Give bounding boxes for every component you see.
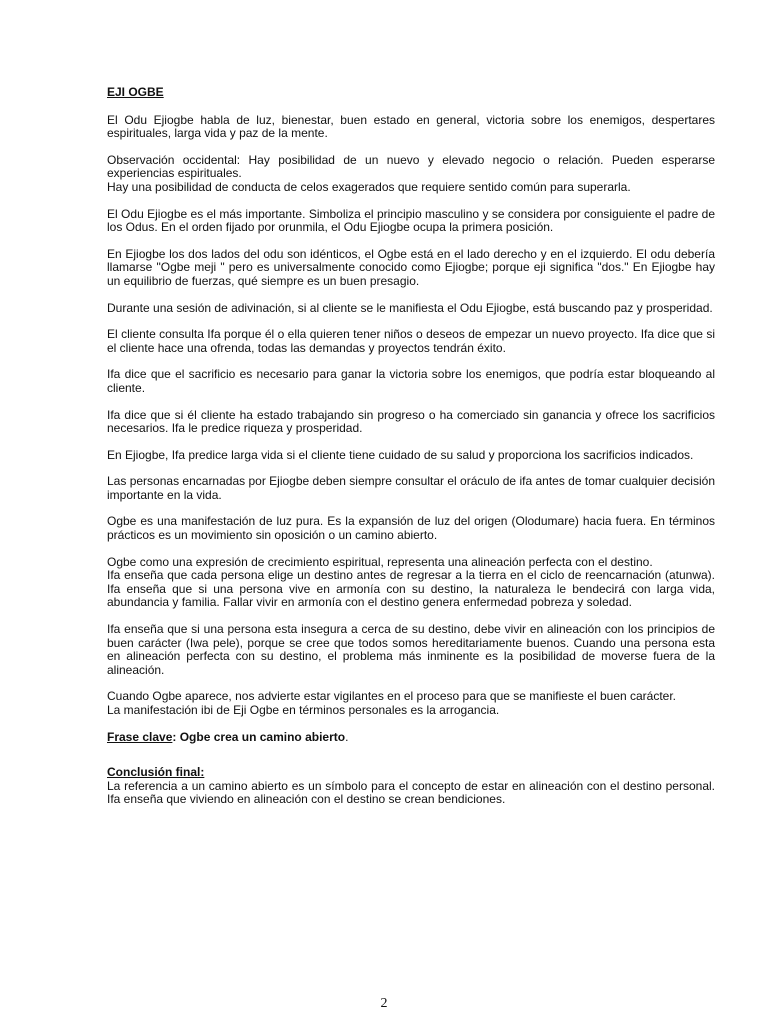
paragraph-destiny: Ifa enseña que cada persona elige un destino antes de regresar a la tierra en el ciclo de reencarnación (atunwa). Ifa enseña que si una persona vive en armonía con su destino, la naturaleza le bendecirá con larga vida, abundancia y familia. Fallar vivir en armonía con el destino genera enfermedad pobreza y soledad. — [107, 568, 715, 610]
document-title: EJI OGBE — [107, 85, 164, 99]
paragraph-sides: En Ejiogbe los dos lados del odu son idénticos, el Ogbe está en el lado derecho y en el izquierdo. El odu debería llamarse "Ogbe meji " pero es universalmente conocido como Ejiogbe; porque eji significa "dos." En Ejiogbe hay un equilibrio de fuerzas, qué siempre es un buen presagio. — [107, 246, 715, 288]
paragraph-oracle: Las personas encarnadas por Ejiogbe deben siempre consultar el oráculo de ifa antes de tomar cualquier decisión importante en la vida. — [107, 474, 715, 502]
paragraph-sacrifice: Ifa dice que el sacrificio es necesario para ganar la victoria sobre los enemigos, que podría estar bloqueando al cliente. — [107, 367, 715, 395]
document-body — [107, 86, 715, 820]
paragraph-divination: Durante una sesión de adivinación, si al cliente se le manifiesta el Odu Ejiogbe, está buscando paz y prosperidad. — [107, 300, 713, 315]
page-number: 2 — [380, 996, 388, 1011]
key-phrase — [107, 731, 715, 745]
paragraph-pure-light: Ogbe es una manifestación de luz pura. Es la expansión de luz del origen (Olodumare) hacia fuera. En términos prácticos es un movimiento sin oposición o un camino abierto. — [107, 514, 715, 543]
paragraph-character: Ifa enseña que si una persona esta insegura a cerca de su destino, debe vivir en alineación con los principios de buen carácter (Iwa pele), porque se cree que todos somos hereditariamente buenos. Cuando una persona esta en alineación perfecta con su destino, el problema más inminente es la posibilidad de moverse fuera de la alineación. — [107, 622, 715, 677]
paragraph-arrogance: La manifestación ibi de Eji Ogbe en términos personales es la arrogancia. — [107, 703, 500, 717]
conclusion-title: Conclusión final: — [107, 765, 205, 780]
paragraph-client-consult: El cliente consulta Ifa porque él o ella quieren tener niños o deseos de empezar un nuevo proyecto. Ifa dice que si el cliente hace una ofrenda, todas las demandas y proyectos tendrán éxito. — [107, 327, 715, 355]
key-phrase-end: . — [345, 729, 349, 744]
key-phrase-label: Frase clave — [107, 729, 173, 744]
key-phrase-text: : Ogbe crea un camino abierto — [172, 729, 346, 744]
conclusion-text: La referencia a un camino abierto es un símbolo para el concepto de estar en alineación con el destino personal. Ifa enseña que viviendo en alineación con el destino se crean bendiciones. — [107, 778, 715, 807]
paragraph-long-life: En Ejiogbe, Ifa predice larga vida si el cliente tiene cuidado de su salud y proporciona los sacrificios indicados. — [107, 447, 694, 462]
paragraph-intro: El Odu Ejiogbe habla de luz, bienestar, buen estado en general, victoria sobre los enemigos, despertares espirituales, larga vida y paz de la mente. — [107, 112, 715, 141]
paragraph-vigilance: Cuando Ogbe aparece, nos advierte estar vigilantes en el proceso para que se manifieste el buen carácter. — [107, 689, 677, 704]
paragraph-jealousy: Hay una posibilidad de conducta de celos exagerados que requiere sentido común para superarla. — [107, 179, 631, 194]
paragraph-importance: El Odu Ejiogbe es el más importante. Simboliza el principio masculino y se considera por consiguiente el padre de los Odus. En el orden fijado por orunmila, el Odu Ejiogbe ocupa la primera posición. — [107, 206, 715, 235]
paragraph-observation: Observación occidental: Hay posibilidad de un nuevo y elevado negocio o relación. Pueden esperarse experiencias espirituales. — [107, 152, 715, 181]
paragraph-progress: Ifa dice que si él cliente ha estado trabajando sin progreso o ha comerciado sin ganancia y ofrece los sacrificios necesarios. Ifa le predice riqueza y prosperidad. — [107, 407, 715, 436]
paragraph-growth: Ogbe como una expresión de crecimiento espiritual, representa una alineación perfecta con el destino. — [107, 554, 653, 569]
